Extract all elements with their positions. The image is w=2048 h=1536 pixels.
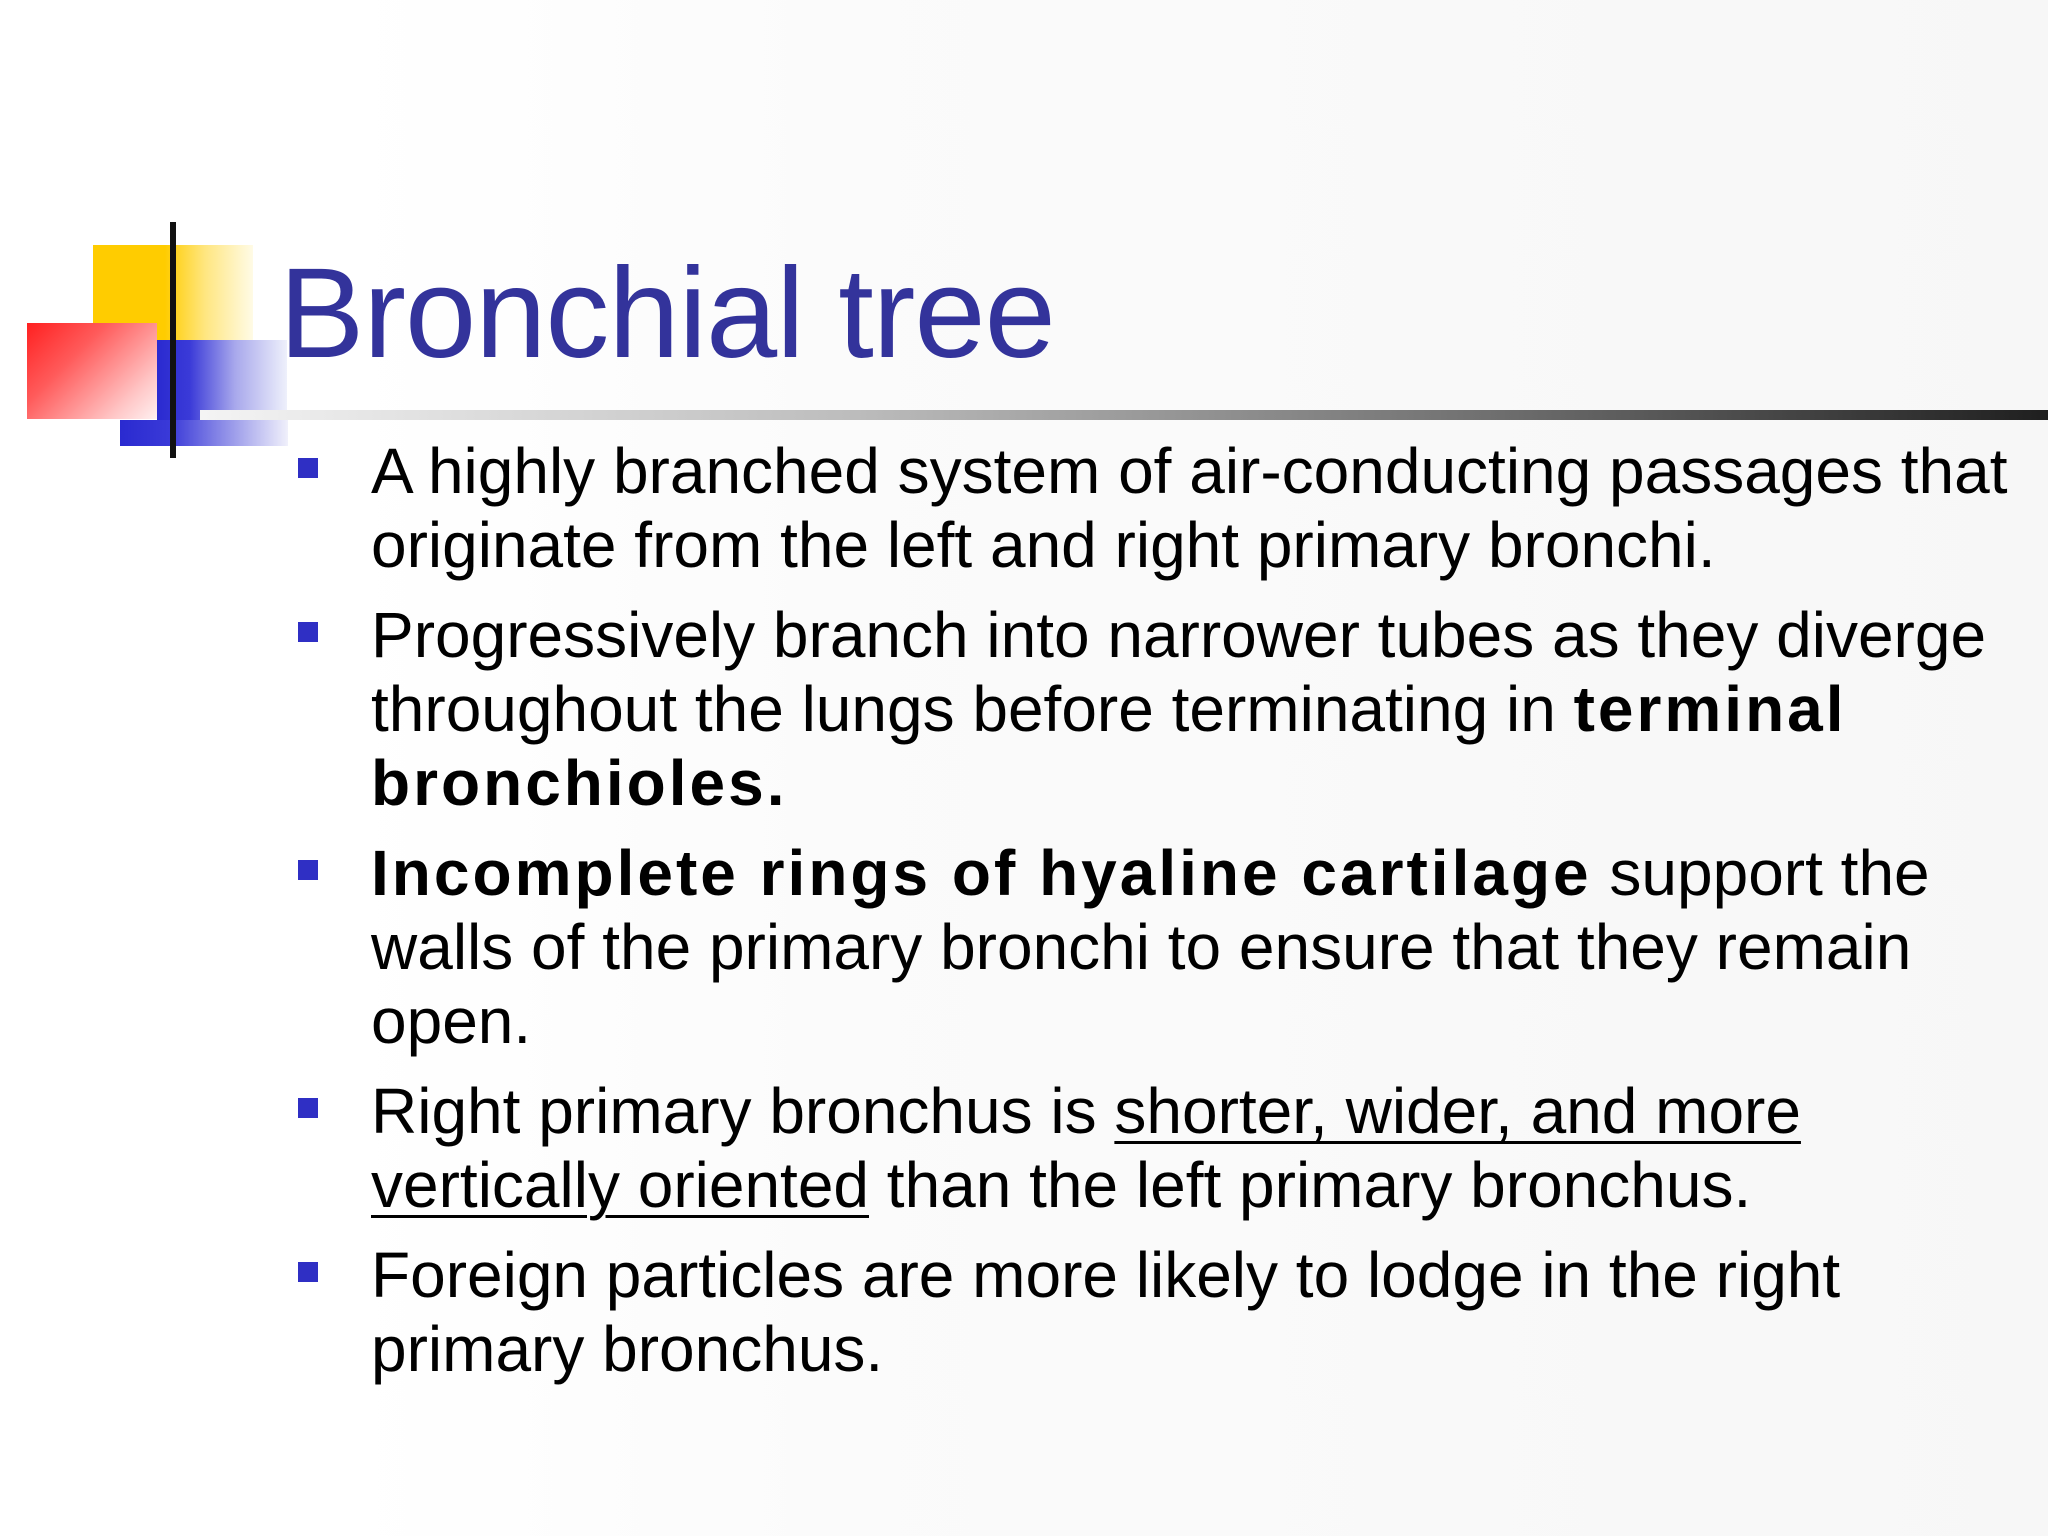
- bullet-item-5: [296, 1238, 2016, 1386]
- bullet-text: A highly branched system of air-conducting passages that originate from the left and right primary bronchi.: [371, 435, 2008, 581]
- square-bullet-icon: [298, 622, 318, 642]
- square-bullet-icon: [298, 1262, 318, 1282]
- square-bullet-icon: [298, 1098, 318, 1118]
- bullet-item-3: [296, 836, 2016, 1058]
- square-bullet-icon: [298, 860, 318, 880]
- vertical-line-decoration: [170, 222, 176, 458]
- bullet-bold-term: terminal bronchioles.: [371, 673, 1847, 819]
- red-square-decoration: [27, 323, 157, 419]
- bullet-text: Foreign particles are more likely to lodge in the right primary bronchus.: [371, 1239, 1841, 1385]
- bullet-bold-term: Incomplete rings of hyaline cartilage: [371, 837, 1592, 909]
- title-underline-rule: [200, 410, 2048, 420]
- bullet-item-2: [296, 598, 2016, 820]
- decorative-logo-blocks: [0, 0, 300, 470]
- bullet-text: support the walls of the primary bronchi to ensure that they remain open.: [371, 837, 1930, 1057]
- bullet-list: [296, 434, 2016, 1402]
- bullet-underlined-phrase: shorter, wider, and more vertically oriented: [371, 1075, 1801, 1221]
- bullet-item-4: [296, 1074, 2016, 1222]
- slide-title: Bronchial tree: [279, 242, 1055, 385]
- bullet-text: Right primary bronchus is: [371, 1075, 1115, 1147]
- bullet-text: Progressively branch into narrower tubes as they diverge throughout the lungs before terminating in: [371, 599, 1987, 745]
- blue-bar-decoration: [120, 420, 288, 446]
- bullet-item-1: [296, 434, 2016, 582]
- square-bullet-icon: [298, 458, 318, 478]
- bullet-text: than the left primary bronchus.: [869, 1149, 1752, 1221]
